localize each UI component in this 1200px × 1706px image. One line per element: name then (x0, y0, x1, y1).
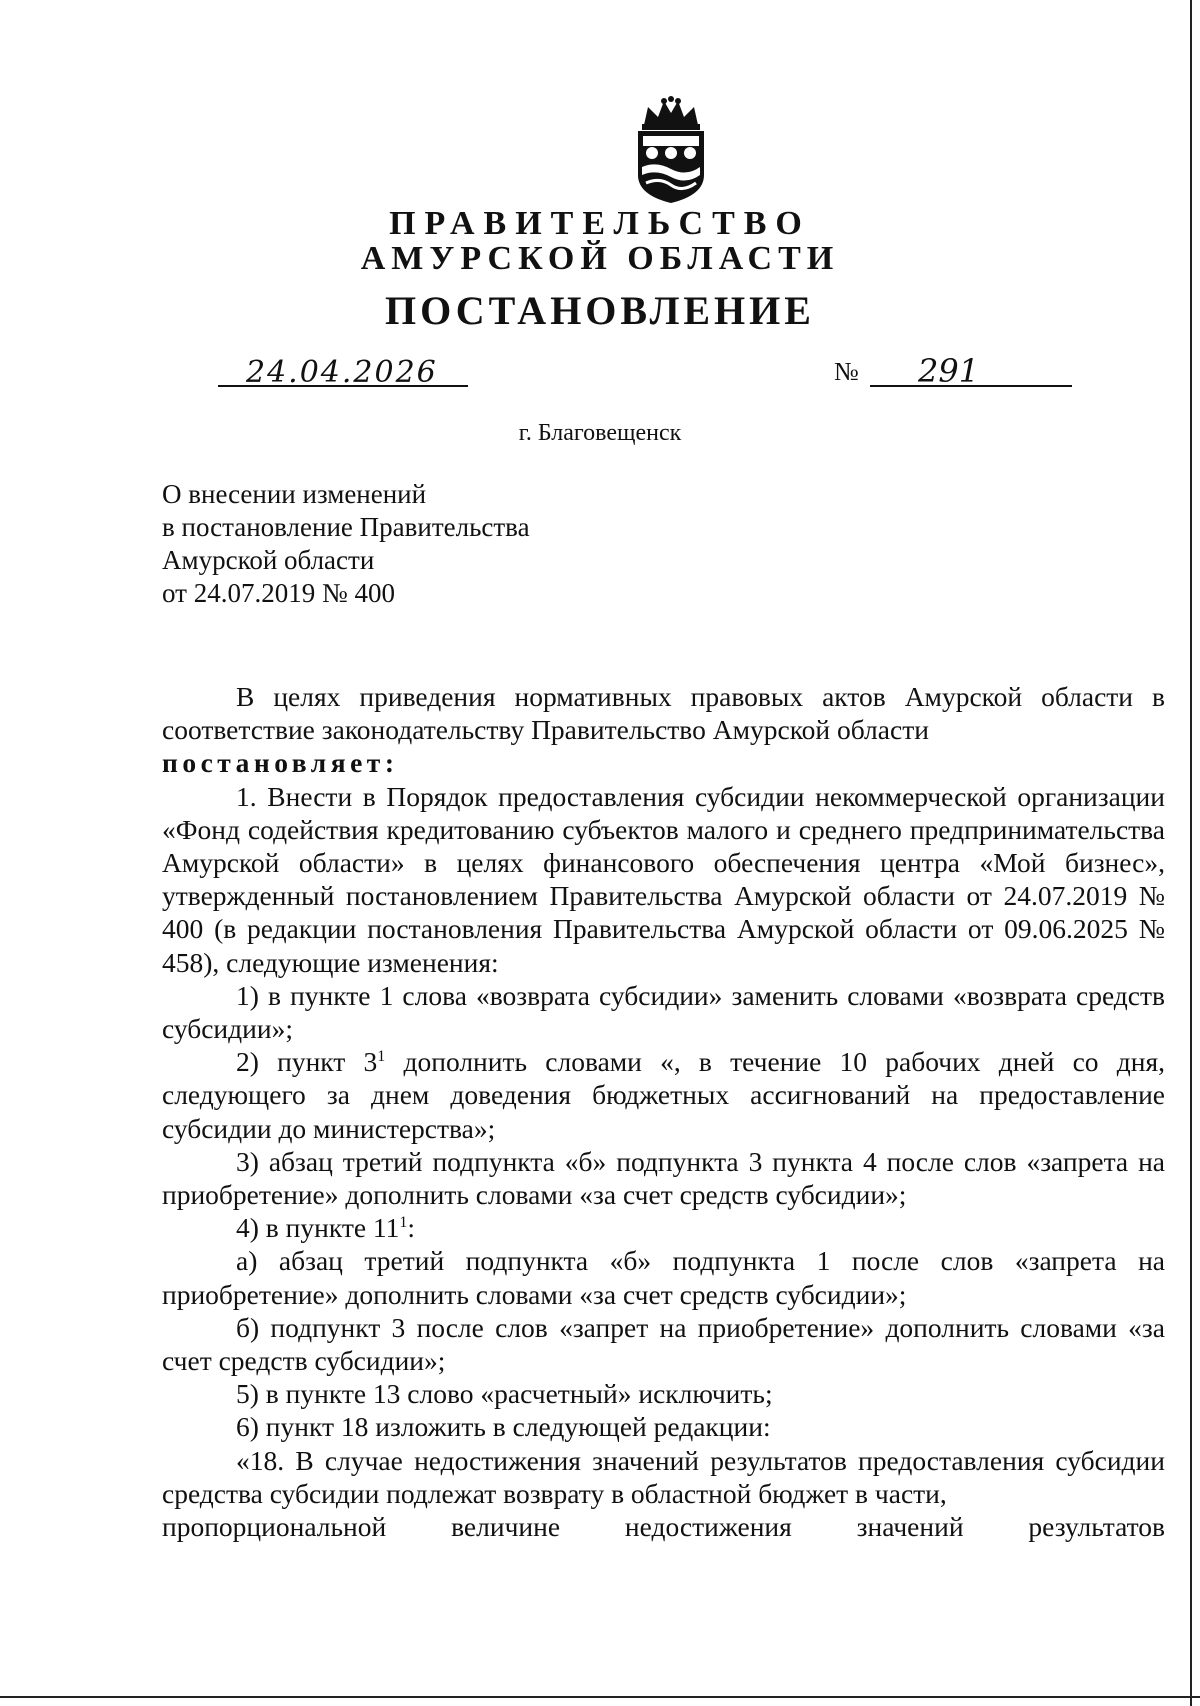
city: г. Благовещенск (518, 420, 682, 446)
number-label: № (834, 357, 859, 386)
scan-border-bottom (0, 1696, 1200, 1698)
issuer-line-2: АМУРСКОЙ ОБЛАСТИ (360, 240, 840, 277)
subitem-3: 3) абзац третий подпункта «б» подпункта 3 пункта 4 после слов «запрета на приобретение» дополнить словами «за счет средств субсидии»; (162, 1145, 1165, 1211)
subject-line: Амурской области (162, 545, 375, 575)
subitem-1: 1) в пункте 1 слова «возврата субсидии» заменить словами «возврата средств субсидии»; (162, 979, 1165, 1045)
subitem-5: 5) в пункте 13 слово «расчетный» исключить; (236, 1378, 773, 1410)
handwritten-number: 291 (918, 352, 980, 390)
subitem-6: 6) пункт 18 изложить в следующей редакции: (236, 1411, 771, 1443)
subject-line: от 24.07.2019 № 400 (162, 578, 395, 608)
issuer-line-1: ПРАВИТЕЛЬСТВО (389, 205, 811, 242)
item-1: 1. Внести в Порядок предоставления субсидии некоммерческой организации «Фонд содействия кредитованию субъектов малого и среднего предпринимательства Амурской области» в целях финансового обеспечения центра «Мой бизнес», утвержденный постановлением Правительства Амурской области от 24.07.2019 № 400 (в редакции постановления Правительства Амурской области от 09.06.2025 № 458), следующие изменения: (162, 780, 1165, 978)
document-type: ПОСТАНОВЛЕНИЕ (385, 288, 815, 333)
quoted-point-18-last-line: пропорциональной величине недостижения значений результатов (162, 1511, 1165, 1543)
subject-line: О внесении изменений (162, 479, 427, 509)
subitem-4a: а) абзац третий подпункта «б» подпункта 1 после слов «запрета на приобретение» дополнить словами «за счет средств субсидии»; (162, 1245, 1165, 1310)
superscript: 1 (377, 1048, 386, 1066)
subitem-4-start: 4) в пункте 11 (236, 1212, 400, 1244)
document-body (162, 680, 1165, 1543)
preamble: В целях приведения нормативных правовых актов Амурской области в соответствие законодательству Правительство Амурской области (162, 681, 1165, 746)
subitem-2 (162, 1045, 1165, 1145)
subitem-4-rest: : (407, 1212, 416, 1244)
amur-oblast-coat-of-arms-icon (630, 95, 712, 205)
resolves-word: постановляет: (162, 747, 399, 779)
superscript: 1 (399, 1214, 408, 1232)
subitem-4b: б) подпункт 3 после слов «запрет на приобретение» дополнить словами «за счет средств субсидии»; (162, 1311, 1165, 1377)
subject-line: в постановление Правительства (162, 512, 530, 542)
quoted-point-18: «18. В случае недостижения значений результатов предоставления субсидии средства субсидии подлежат возврату в областной бюджет в части, (162, 1444, 1165, 1509)
document-subject (162, 478, 530, 610)
subitem-2-rest: дополнить словами «, в течение 10 рабочих дней со дня, следующего за днем доведения бюджетных ассигнований на предоставление субсидии до министерства»; (162, 1046, 1165, 1144)
subitem-2-start: 2) пункт 3 (236, 1046, 378, 1078)
subitem-4 (162, 1211, 1165, 1244)
handwritten-date: 24.04.2026 (246, 355, 438, 390)
